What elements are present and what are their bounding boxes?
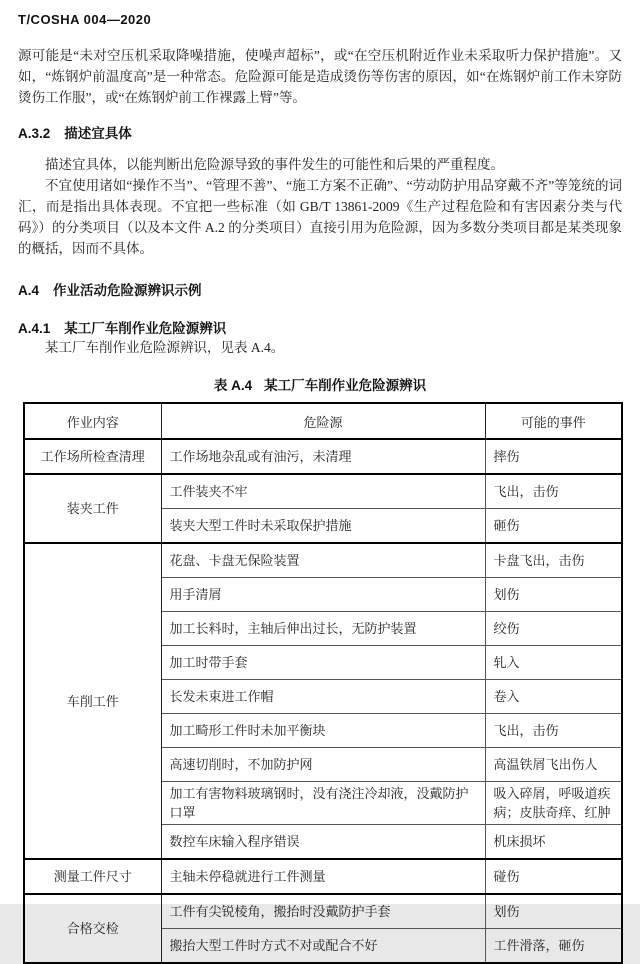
hazard-cell: 装夹大型工件时未采取保护措施 (161, 509, 485, 544)
event-cell: 工件滑落，砸伤 (485, 929, 622, 964)
table-caption (18, 374, 622, 394)
hazard-cell: 高速切削时，不加防护网 (161, 748, 485, 782)
event-cell: 砸伤 (485, 509, 622, 544)
table-row (24, 474, 622, 509)
hazard-identification-table (23, 402, 623, 964)
section-heading-a32 (18, 122, 622, 142)
column-header-activity: 作业内容 (24, 403, 161, 439)
event-cell: 高温铁屑飞出伤人 (485, 748, 622, 782)
section-heading-a4 (18, 279, 622, 299)
hazard-cell: 加工长料时，主轴后伸出过长，无防护装置 (161, 612, 485, 646)
column-header-event: 可能的事件 (485, 403, 622, 439)
section-number: A.4.1 (18, 321, 51, 336)
hazard-cell: 用手清屑 (161, 578, 485, 612)
hazard-cell: 加工畸形工件时未加平衡块 (161, 714, 485, 748)
event-cell: 轧入 (485, 646, 622, 680)
doc-number: T/COSHA 004—2020 (18, 12, 152, 27)
paragraph-avoid-generic-terms: 不宜使用诸如“操作不当”、“管理不善”、“施工方案不正确”、“劳动防护用品穿戴不齐”等笼统的词汇，而是指出具体表现。不宜把一些标准（如 GB/T 13861-2009《生产过程危险和有害因素分类与代码》）的分类项目（以及本文件 A.2 的分类项目）直接引用为危险源，因为多数分类项目都是某类现象的概括，因而不具体。 (18, 178, 622, 256)
section-number: A.4 (18, 283, 40, 298)
hazard-cell: 加工有害物料玻璃钢时，没有浇注冷却液，没戴防护口罩 (161, 782, 485, 825)
table-caption-label: 表 A.4 (213, 378, 253, 393)
hazard-cell: 加工时带手套 (161, 646, 485, 680)
section-title: 描述宜具体 (64, 126, 132, 141)
event-cell: 飞出，击伤 (485, 714, 622, 748)
table-row (24, 543, 622, 578)
event-cell: 划伤 (485, 894, 622, 929)
activity-cell: 测量工件尺寸 (24, 859, 161, 894)
event-cell: 划伤 (485, 578, 622, 612)
table-row (24, 894, 622, 929)
hazard-cell: 数控车床输入程序错误 (161, 825, 485, 860)
activity-cell: 车削工件 (24, 543, 161, 859)
paragraph-describe-specific: 描述宜具体，以能判断出危险源导致的事件发生的可能性和后果的严重程度。 (45, 157, 504, 172)
hazard-cell: 工件有尖锐棱角，搬抬时没戴防护手套 (161, 894, 485, 929)
event-cell: 碰伤 (485, 859, 622, 894)
section-title: 某工厂车削作业危险源辨识 (64, 321, 227, 336)
table-row (24, 859, 622, 894)
event-cell: 绞伤 (485, 612, 622, 646)
hazard-cell: 长发未束进工作帽 (161, 680, 485, 714)
hazard-cell: 花盘、卡盘无保险装置 (161, 543, 485, 578)
table-header-row (24, 403, 622, 439)
column-header-hazard: 危险源 (161, 403, 485, 439)
hazard-cell: 搬抬大型工件时方式不对或配合不好 (161, 929, 485, 964)
activity-cell: 装夹工件 (24, 474, 161, 543)
event-cell: 卷入 (485, 680, 622, 714)
section-number: A.3.2 (18, 126, 51, 141)
event-cell: 飞出，击伤 (485, 474, 622, 509)
event-cell: 机床损坏 (485, 825, 622, 860)
activity-cell: 合格交检 (24, 894, 161, 963)
section-heading-a41 (18, 317, 622, 337)
hazard-cell: 主轴未停稳就进行工件测量 (161, 859, 485, 894)
hazard-cell: 工件装夹不牢 (161, 474, 485, 509)
activity-cell: 工作场所检查清理 (24, 439, 161, 474)
hazard-cell: 工作场地杂乱或有油污，未清理 (161, 439, 485, 474)
paragraph-continuation: 源可能是“未对空压机采取降噪措施，使噪声超标”，或“在空压机附近作业未采取听力保护措施”。又如，“炼钢炉前温度高”是一种常态。危险源可能是造成烫伤等伤害的原因，如“在炼钢炉前工作未穿防烫伤工作服”，或“在炼钢炉前工作裸露上臂”等。 (18, 48, 622, 105)
event-cell: 吸入碎屑，呼吸道疾病；皮肤奇痒、红肿 (485, 782, 622, 825)
table-row (24, 439, 622, 474)
event-cell: 摔伤 (485, 439, 622, 474)
paragraph-table-reference: 某工厂车削作业危险源辨识，见表 A.4。 (45, 340, 285, 355)
event-cell: 卡盘飞出，击伤 (485, 543, 622, 578)
table-caption-title: 某工厂车削作业危险源辨识 (264, 378, 427, 393)
section-title: 作业活动危险源辨识示例 (53, 283, 202, 298)
